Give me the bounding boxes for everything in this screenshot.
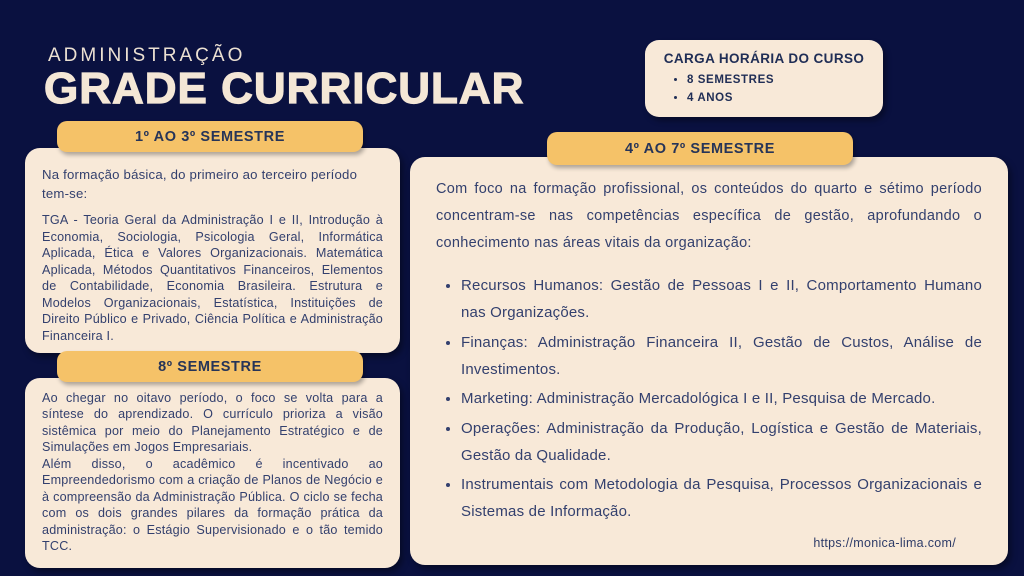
semester-8-paragraph-2: Além disso, o acadêmico é incentivado ao Empreendedorismo com a criação de Planos de Negócio e à compreensão da Administração Pública. O ciclo se fecha com os dois grandes pilares da formação prática da administração: o Estágio Supervisionado e o tão temido TCC. [42,456,383,554]
panel-semester-8 [25,378,400,568]
course-load-title: CARGA HORÁRIA DO CURSO [663,51,865,66]
semester-4-7-intro: Com foco na formação profissional, os conteúdos do quarto e sétimo período concentram-se nas competências específica de gestão, aprofundando o conhecimento nas áreas vitais da organização: [436,181,982,251]
semester-8-paragraph-1: Ao chegar no oitavo período, o foco se volta para a síntese do aprendizado. O currículo prioriza a visão sistêmica por meio do Planejamento Estratégico e de Simulações em Jogos Empresariais. [42,391,383,455]
page-title: GRADE CURRICULAR [44,64,525,113]
badge-semester-8: 8º SEMESTRE [57,351,363,382]
semester-4-7-list [436,273,982,525]
course-load-list [659,71,869,108]
course-load-item-semesters: • 8 SEMESTRES [687,71,869,89]
semester-1-3-intro: Na formação básica, do primeiro ao terceiro período tem-se: [42,167,358,202]
list-item-operacoes: • Operações: Administração da Produção, Logística e Gestão de Materiais, Gestão da Qualidade. [461,416,982,469]
course-load-box [645,40,883,117]
website-url: https://monica-lima.com/ [813,536,956,550]
list-item-marketing: • Marketing: Administração Mercadológica I e II, Pesquisa de Mercado. [461,386,982,413]
list-item-instrumentais: • Instrumentais com Metodologia da Pesquisa, Processos Organizacionais e Sistemas de Informação. [461,472,982,525]
panel-semester-1-3 [25,148,400,353]
badge-semester-4-7: 4º AO 7º SEMESTRE [547,132,853,165]
list-item-financas: • Finanças: Administração Financeira II, Gestão de Custos, Análise de Investimentos. [461,330,982,383]
badge-semester-1-3: 1º AO 3º SEMESTRE [57,121,363,152]
list-item-recursos-humanos: • Recursos Humanos: Gestão de Pessoas I e II, Comportamento Humano nas Organizações. [461,273,982,326]
semester-1-3-subjects: TGA - Teoria Geral da Administração I e II, Introdução à Economia, Sociologia, Psicologia Geral, Informática Aplicada, Ética e Valores Organizacionais. Matemática Aplicada, Métodos Quantitativos Financeiros, Elementos de Contabilidade, Economia Brasileira. Estrutura e Modelos Organizacionais, Estatística, Instituições de Direito Público e Privado, Ciência Política e Administração Financeira I. [42,213,383,343]
course-kicker: ADMINISTRAÇÃO [48,45,246,66]
panel-semester-4-7 [410,157,1008,565]
course-load-item-years: • 4 ANOS [687,89,869,107]
